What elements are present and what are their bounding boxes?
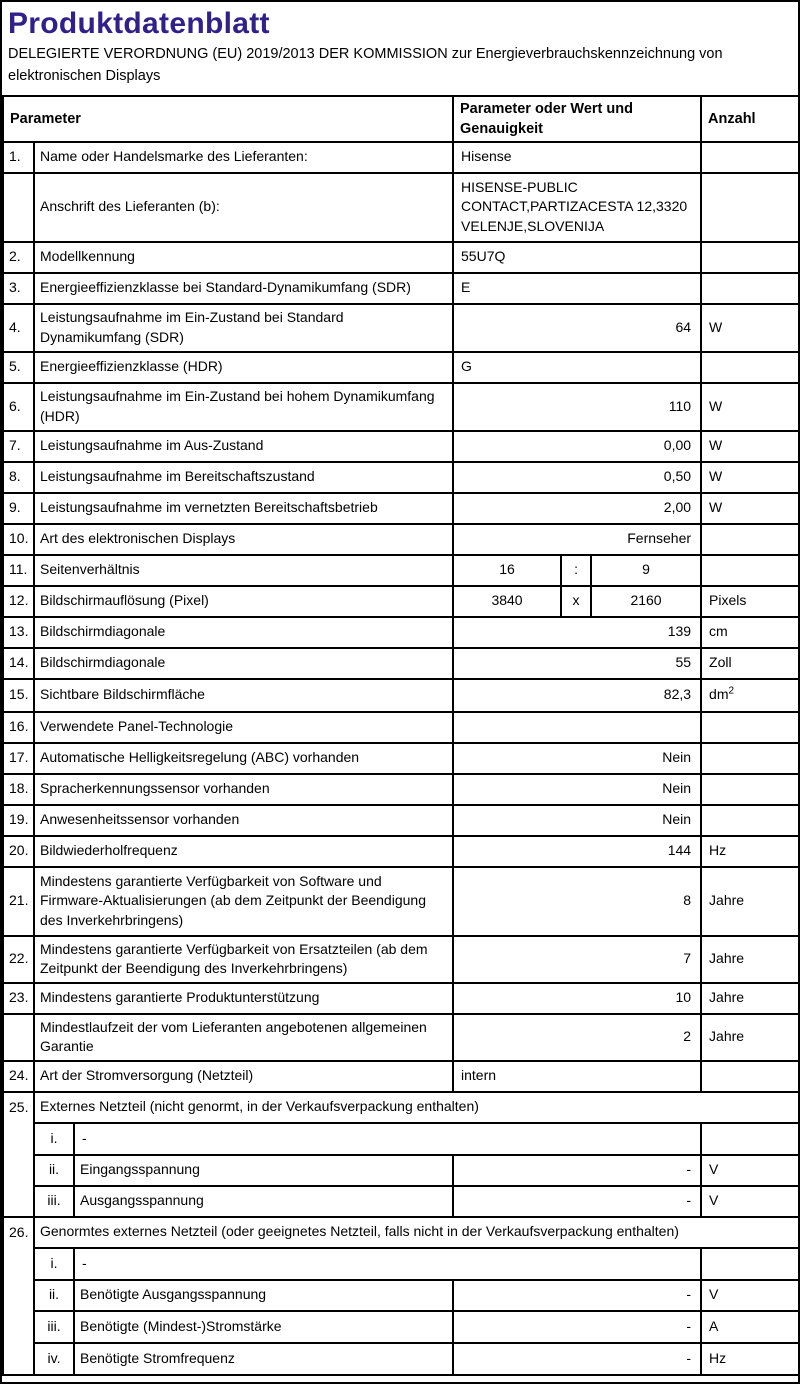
- parameter-label: Leistungsaufnahme im Ein-Zustand bei Standard Dynamikumfang (SDR): [34, 304, 453, 352]
- sub-row-number: i.: [34, 1123, 74, 1155]
- parameter-label: Energieeffizienzklasse (HDR): [34, 352, 453, 383]
- unit-label: V: [701, 1186, 799, 1217]
- parameter-label: Art der Stromversorgung (Netzteil): [34, 1061, 453, 1092]
- parameter-value: HISENSE-PUBLIC CONTACT,PARTIZACESTA 12,3320 VELENJE,SLOVENIJA: [453, 173, 701, 242]
- parameter-value: Nein: [453, 774, 701, 805]
- unit-label: Hz: [701, 836, 799, 867]
- parameter-label: Seitenverhältnis: [34, 555, 453, 586]
- row-number: 25.: [3, 1092, 34, 1217]
- row-number: 14.: [3, 648, 34, 679]
- unit-label: [701, 679, 799, 712]
- table-row: [3, 1311, 799, 1343]
- table-row: [3, 679, 799, 712]
- unit-label: W: [701, 493, 799, 524]
- unit-label: Jahre: [701, 983, 799, 1014]
- row-number: 26.: [3, 1217, 34, 1375]
- parameter-value: 82,3: [453, 679, 701, 712]
- parameter-label: -: [74, 1248, 701, 1280]
- unit-label: [701, 273, 799, 304]
- table-row: [3, 1092, 799, 1123]
- table-row: [3, 431, 799, 462]
- parameter-label: Sichtbare Bildschirmfläche: [34, 679, 453, 712]
- parameter-value: 55U7Q: [453, 242, 701, 273]
- unit-label: W: [701, 304, 799, 352]
- parameter-value: 2: [453, 1014, 701, 1061]
- row-number: 15.: [3, 679, 34, 712]
- unit-label: Jahre: [701, 1014, 799, 1061]
- section-label: Externes Netzteil (nicht genormt, in der Verkaufsverpackung enthalten): [34, 1092, 799, 1123]
- unit-label: Hz: [701, 1343, 799, 1375]
- unit-label: [701, 352, 799, 383]
- product-table: [2, 95, 800, 1376]
- unit-label: A: [701, 1311, 799, 1343]
- value-part-2: 2160: [591, 586, 701, 617]
- parameter-value: G: [453, 352, 701, 383]
- unit-label: [701, 242, 799, 273]
- sub-row-number: iv.: [34, 1343, 74, 1375]
- table-row: [3, 836, 799, 867]
- row-number: 19.: [3, 805, 34, 836]
- row-number: 11.: [3, 555, 34, 586]
- parameter-value: 64: [453, 304, 701, 352]
- row-number: 7.: [3, 431, 34, 462]
- parameter-value: intern: [453, 1061, 701, 1092]
- row-number: 23.: [3, 983, 34, 1014]
- parameter-label: Bildschirmauflösung (Pixel): [34, 586, 453, 617]
- unit-label: [701, 1061, 799, 1092]
- unit-label: cm: [701, 617, 799, 648]
- parameter-value: 7: [453, 936, 701, 983]
- unit-label: W: [701, 462, 799, 493]
- parameter-value: -: [453, 1155, 701, 1186]
- parameter-label: Spracherkennungssensor vorhanden: [34, 774, 453, 805]
- row-number: 20.: [3, 836, 34, 867]
- parameter-label: Mindestens garantierte Verfügbarkeit von Ersatzteilen (ab dem Zeitpunkt der Beendigung des Inverkehrbringens): [34, 936, 453, 983]
- parameter-value: 139: [453, 617, 701, 648]
- row-number: 16.: [3, 712, 34, 743]
- table-row: [3, 1155, 799, 1186]
- parameter-value: -: [453, 1280, 701, 1311]
- unit-label: [701, 743, 799, 774]
- table-row: [3, 867, 799, 936]
- row-number: 22.: [3, 936, 34, 983]
- parameter-value: E: [453, 273, 701, 304]
- unit-label: [701, 1248, 799, 1280]
- parameter-label: Benötigte Stromfrequenz: [74, 1343, 453, 1375]
- table-row: [3, 805, 799, 836]
- table-row: [3, 774, 799, 805]
- value-separator: x: [561, 586, 591, 617]
- row-number: 12.: [3, 586, 34, 617]
- sub-row-number: ii.: [34, 1155, 74, 1186]
- table-row: [3, 1217, 799, 1248]
- parameter-label: Mindestens garantierte Produktunterstützung: [34, 983, 453, 1014]
- row-number: 2.: [3, 242, 34, 273]
- parameter-label: Anwesenheitssensor vorhanden: [34, 805, 453, 836]
- header-parameter: Parameter: [3, 96, 453, 142]
- sub-row-number: i.: [34, 1248, 74, 1280]
- parameter-label: Leistungsaufnahme im Aus-Zustand: [34, 431, 453, 462]
- row-number: 17.: [3, 743, 34, 774]
- table-row: [3, 304, 799, 352]
- table-row: [3, 173, 799, 242]
- table-row: [3, 352, 799, 383]
- parameter-value: [453, 712, 701, 743]
- table-row: [3, 242, 799, 273]
- unit-label: W: [701, 383, 799, 431]
- parameter-label: Energieeffizienzklasse bei Standard-Dynamikumfang (SDR): [34, 273, 453, 304]
- table-body: [3, 142, 799, 1375]
- unit-label: [701, 805, 799, 836]
- section-label: Genormtes externes Netzteil (oder geeignetes Netzteil, falls nicht in der Verkaufsverpackung enthalten): [34, 1217, 799, 1248]
- row-number: 24.: [3, 1061, 34, 1092]
- header-anzahl: Anzahl: [701, 96, 799, 142]
- parameter-value: Hisense: [453, 142, 701, 173]
- parameter-label: Leistungsaufnahme im vernetzten Bereitschaftsbetrieb: [34, 493, 453, 524]
- row-number: 10.: [3, 524, 34, 555]
- unit-label: [701, 1123, 799, 1155]
- unit-label: V: [701, 1280, 799, 1311]
- value-part-1: 16: [453, 555, 561, 586]
- parameter-label: Mindestlaufzeit der vom Lieferanten angebotenen allgemeinen Garantie: [34, 1014, 453, 1061]
- table-header-row: [3, 96, 799, 142]
- parameter-label: Benötigte Ausgangsspannung: [74, 1280, 453, 1311]
- table-row: [3, 142, 799, 173]
- value-part-2: 9: [591, 555, 701, 586]
- table-row: [3, 1186, 799, 1217]
- table-row: [3, 1123, 799, 1155]
- parameter-label: Modellkennung: [34, 242, 453, 273]
- unit-label: Zoll: [701, 648, 799, 679]
- unit-label: [701, 712, 799, 743]
- table-row: [3, 462, 799, 493]
- unit-label: [701, 142, 799, 173]
- parameter-label: Eingangsspannung: [74, 1155, 453, 1186]
- sub-row-number: ii.: [34, 1280, 74, 1311]
- value-part-1: 3840: [453, 586, 561, 617]
- table-row: [3, 273, 799, 304]
- parameter-label: Name oder Handelsmarke des Lieferanten:: [34, 142, 453, 173]
- parameter-value: 0,00: [453, 431, 701, 462]
- parameter-value: 2,00: [453, 493, 701, 524]
- parameter-value: Nein: [453, 743, 701, 774]
- unit-label: Jahre: [701, 936, 799, 983]
- parameter-label: Anschrift des Lieferanten (b):: [34, 173, 453, 242]
- parameter-label: Automatische Helligkeitsregelung (ABC) vorhanden: [34, 743, 453, 774]
- parameter-label: Art des elektronischen Displays: [34, 524, 453, 555]
- parameter-label: Leistungsaufnahme im Ein-Zustand bei hohem Dynamikumfang (HDR): [34, 383, 453, 431]
- parameter-value: 144: [453, 836, 701, 867]
- unit-label: V: [701, 1155, 799, 1186]
- table-row: [3, 493, 799, 524]
- parameter-label: Mindestens garantierte Verfügbarkeit von Software und Firmware-Aktualisierungen (ab dem Zeitpunkt der Beendigung des Inverkehrbringens): [34, 867, 453, 936]
- parameter-label: Bildschirmdiagonale: [34, 617, 453, 648]
- unit-label: Pixels: [701, 586, 799, 617]
- parameter-label: Ausgangsspannung: [74, 1186, 453, 1217]
- unit-label: [701, 555, 799, 586]
- table-row: [3, 586, 799, 617]
- table-row: [3, 648, 799, 679]
- parameter-value: -: [453, 1186, 701, 1217]
- table-row: [3, 617, 799, 648]
- parameter-value: Nein: [453, 805, 701, 836]
- parameter-value: 10: [453, 983, 701, 1014]
- parameter-value: -: [453, 1343, 701, 1375]
- unit-label: [701, 173, 799, 242]
- sub-row-number: iii.: [34, 1186, 74, 1217]
- row-number: 4.: [3, 304, 34, 352]
- parameter-value: 110: [453, 383, 701, 431]
- parameter-value: 55: [453, 648, 701, 679]
- table-row: [3, 1248, 799, 1280]
- parameter-value: Fernseher: [453, 524, 701, 555]
- row-number: 13.: [3, 617, 34, 648]
- unit-text: dm: [709, 686, 729, 703]
- unit-label: Jahre: [701, 867, 799, 936]
- row-number: 18.: [3, 774, 34, 805]
- row-number: 9.: [3, 493, 34, 524]
- row-number: 5.: [3, 352, 34, 383]
- parameter-label: Verwendete Panel-Technologie: [34, 712, 453, 743]
- table-row: [3, 555, 799, 586]
- parameter-label: Leistungsaufnahme im Bereitschaftszustand: [34, 462, 453, 493]
- row-number: 1.: [3, 142, 34, 173]
- row-number: 6.: [3, 383, 34, 431]
- table-row: [3, 936, 799, 983]
- table-row: [3, 1014, 799, 1061]
- page-title: Produktdatenblatt: [8, 7, 270, 40]
- value-separator: :: [561, 555, 591, 586]
- unit-superscript: 2: [728, 685, 735, 697]
- row-number: [3, 1014, 34, 1061]
- row-number: [3, 173, 34, 242]
- parameter-value: -: [453, 1311, 701, 1343]
- table-row: [3, 524, 799, 555]
- table-row: [3, 1280, 799, 1311]
- unit-label: W: [701, 431, 799, 462]
- parameter-label: Bildschirmdiagonale: [34, 648, 453, 679]
- parameter-label: -: [74, 1123, 701, 1155]
- parameter-value: 8: [453, 867, 701, 936]
- sub-row-number: iii.: [34, 1311, 74, 1343]
- header-value: Parameter oder Wert und Genauigkeit: [453, 96, 701, 142]
- unit-label: [701, 774, 799, 805]
- parameter-value: 0,50: [453, 462, 701, 493]
- table-row: [3, 1343, 799, 1375]
- table-row: [3, 383, 799, 431]
- table-row: [3, 743, 799, 774]
- table-row: [3, 1061, 799, 1092]
- table-row: [3, 983, 799, 1014]
- table-row: [3, 712, 799, 743]
- row-number: 21.: [3, 867, 34, 936]
- page-subtitle: DELEGIERTE VERORDNUNG (EU) 2019/2013 DER KOMMISSION zur Energieverbrauchskennzeichnung von elektronischen Displays: [8, 46, 723, 84]
- unit-label: [701, 524, 799, 555]
- row-number: 8.: [3, 462, 34, 493]
- parameter-label: Benötigte (Mindest-)Stromstärke: [74, 1311, 453, 1343]
- parameter-label: Bildwiederholfrequenz: [34, 836, 453, 867]
- row-number: 3.: [3, 273, 34, 304]
